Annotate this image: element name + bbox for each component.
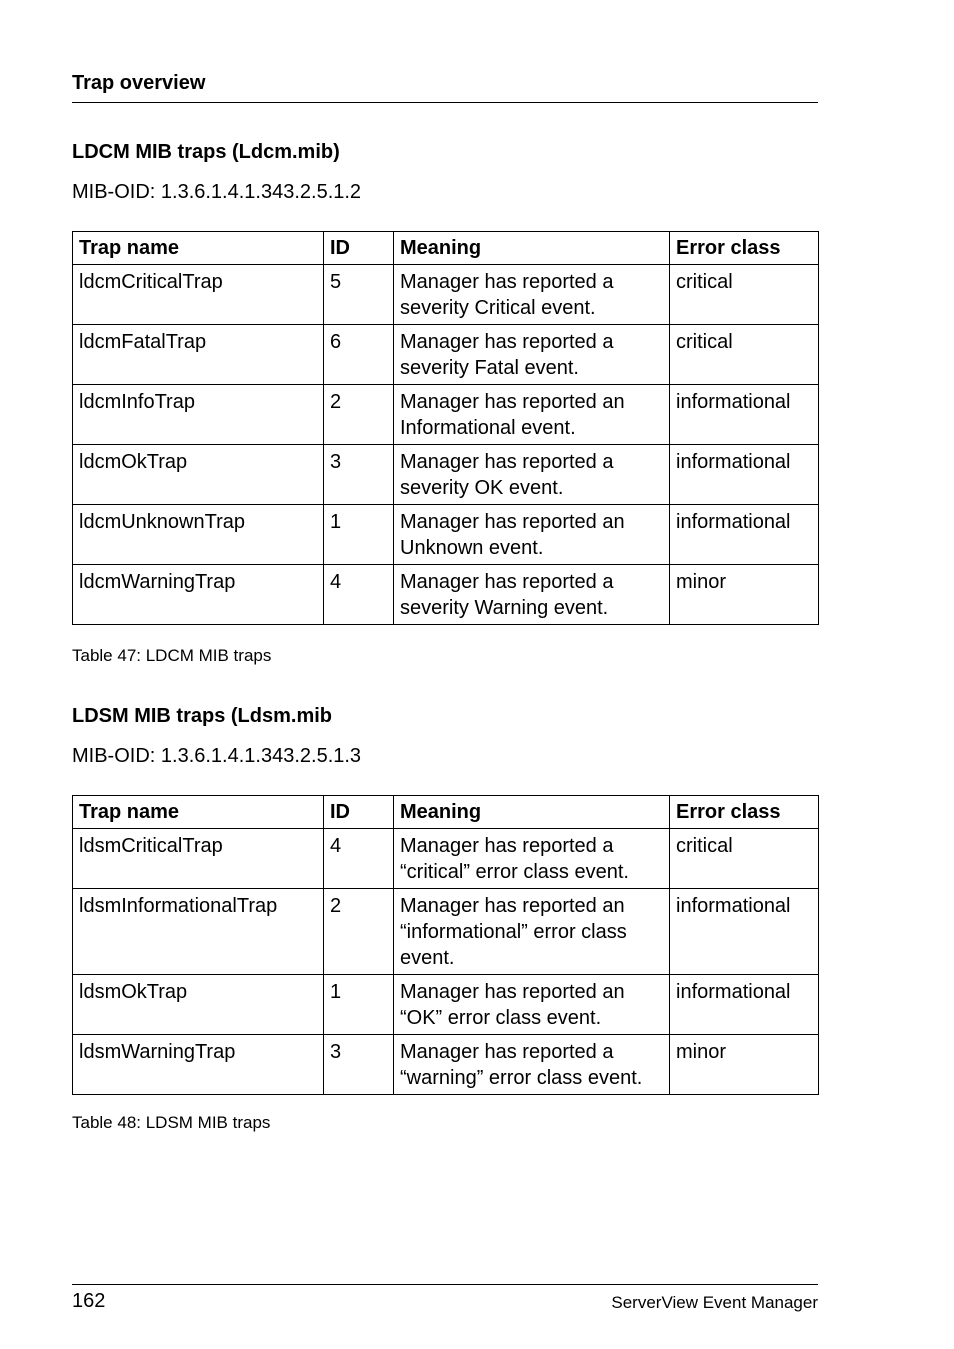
column-header-meaning: Meaning [394, 232, 670, 265]
table-row [73, 975, 819, 1035]
trap-id-cell: 2 [324, 385, 394, 445]
trap-id-cell: 1 [324, 975, 394, 1035]
column-header-trap-name: Trap name [73, 232, 324, 265]
ldsm-table-caption: Table 48: LDSM MIB traps [72, 1113, 271, 1132]
trap-name-cell: ldsmInformationalTrap [73, 889, 324, 975]
trap-id-cell: 2 [324, 889, 394, 975]
table-header-row [73, 796, 819, 829]
trap-name-cell: ldsmWarningTrap [73, 1035, 324, 1095]
trap-error-class-cell: informational [670, 889, 819, 975]
trap-meaning-cell: Manager has reported a severity Critical event. [394, 265, 670, 325]
ldcm-mib-oid: MIB-OID: 1.3.6.1.4.1.343.2.5.1.2 [72, 181, 362, 203]
column-header-error-class: Error class [670, 796, 819, 829]
trap-error-class-cell: informational [670, 975, 819, 1035]
trap-meaning-cell: Manager has reported an Informational event. [394, 385, 670, 445]
trap-name-cell: ldcmInfoTrap [73, 385, 324, 445]
trap-name-cell: ldcmOkTrap [73, 445, 324, 505]
trap-meaning-cell: Manager has reported a “warning” error class event. [394, 1035, 670, 1095]
table-row [73, 505, 819, 565]
ldcm-trap-table [72, 231, 819, 625]
trap-id-cell: 4 [324, 829, 394, 889]
trap-id-cell: 6 [324, 325, 394, 385]
trap-name-cell: ldcmFatalTrap [73, 325, 324, 385]
trap-id-cell: 5 [324, 265, 394, 325]
column-header-trap-name: Trap name [73, 796, 324, 829]
trap-id-cell: 4 [324, 565, 394, 625]
trap-meaning-cell: Manager has reported an “OK” error class event. [394, 975, 670, 1035]
trap-error-class-cell: minor [670, 565, 819, 625]
column-header-meaning: Meaning [394, 796, 670, 829]
ldsm-trap-table [72, 795, 819, 1095]
page-header-title: Trap overview [72, 72, 206, 94]
trap-error-class-cell: minor [670, 1035, 819, 1095]
ldsm-mib-oid: MIB-OID: 1.3.6.1.4.1.343.2.5.1.3 [72, 745, 362, 767]
footer-product-name: ServerView Event Manager [611, 1293, 818, 1312]
table-row [73, 829, 819, 889]
ldcm-section-heading: LDCM MIB traps (Ldcm.mib) [72, 141, 340, 163]
trap-meaning-cell: Manager has reported a severity Fatal event. [394, 325, 670, 385]
column-header-id: ID [324, 796, 394, 829]
trap-meaning-cell: Manager has reported a “critical” error class event. [394, 829, 670, 889]
table-row [73, 445, 819, 505]
trap-id-cell: 3 [324, 445, 394, 505]
footer-rule [72, 1284, 818, 1285]
trap-name-cell: ldcmWarningTrap [73, 565, 324, 625]
column-header-error-class: Error class [670, 232, 819, 265]
trap-error-class-cell: informational [670, 505, 819, 565]
page-number: 162 [72, 1290, 106, 1312]
trap-error-class-cell: informational [670, 445, 819, 505]
table-row [73, 265, 819, 325]
trap-error-class-cell: critical [670, 325, 819, 385]
trap-meaning-cell: Manager has reported an “informational” error class event. [394, 889, 670, 975]
table-row [73, 385, 819, 445]
trap-meaning-cell: Manager has reported a severity Warning event. [394, 565, 670, 625]
trap-name-cell: ldsmCriticalTrap [73, 829, 324, 889]
header-rule [72, 102, 818, 103]
ldcm-table-caption: Table 47: LDCM MIB traps [72, 646, 272, 665]
trap-id-cell: 3 [324, 1035, 394, 1095]
table-row [73, 565, 819, 625]
trap-name-cell: ldsmOkTrap [73, 975, 324, 1035]
table-row [73, 889, 819, 975]
table-row [73, 1035, 819, 1095]
trap-error-class-cell: informational [670, 385, 819, 445]
column-header-id: ID [324, 232, 394, 265]
table-header-row [73, 232, 819, 265]
ldsm-section-heading: LDSM MIB traps (Ldsm.mib [72, 705, 333, 727]
trap-error-class-cell: critical [670, 829, 819, 889]
trap-name-cell: ldcmUnknownTrap [73, 505, 324, 565]
trap-name-cell: ldcmCriticalTrap [73, 265, 324, 325]
table-row [73, 325, 819, 385]
trap-meaning-cell: Manager has reported an Unknown event. [394, 505, 670, 565]
trap-id-cell: 1 [324, 505, 394, 565]
trap-error-class-cell: critical [670, 265, 819, 325]
trap-meaning-cell: Manager has reported a severity OK event. [394, 445, 670, 505]
